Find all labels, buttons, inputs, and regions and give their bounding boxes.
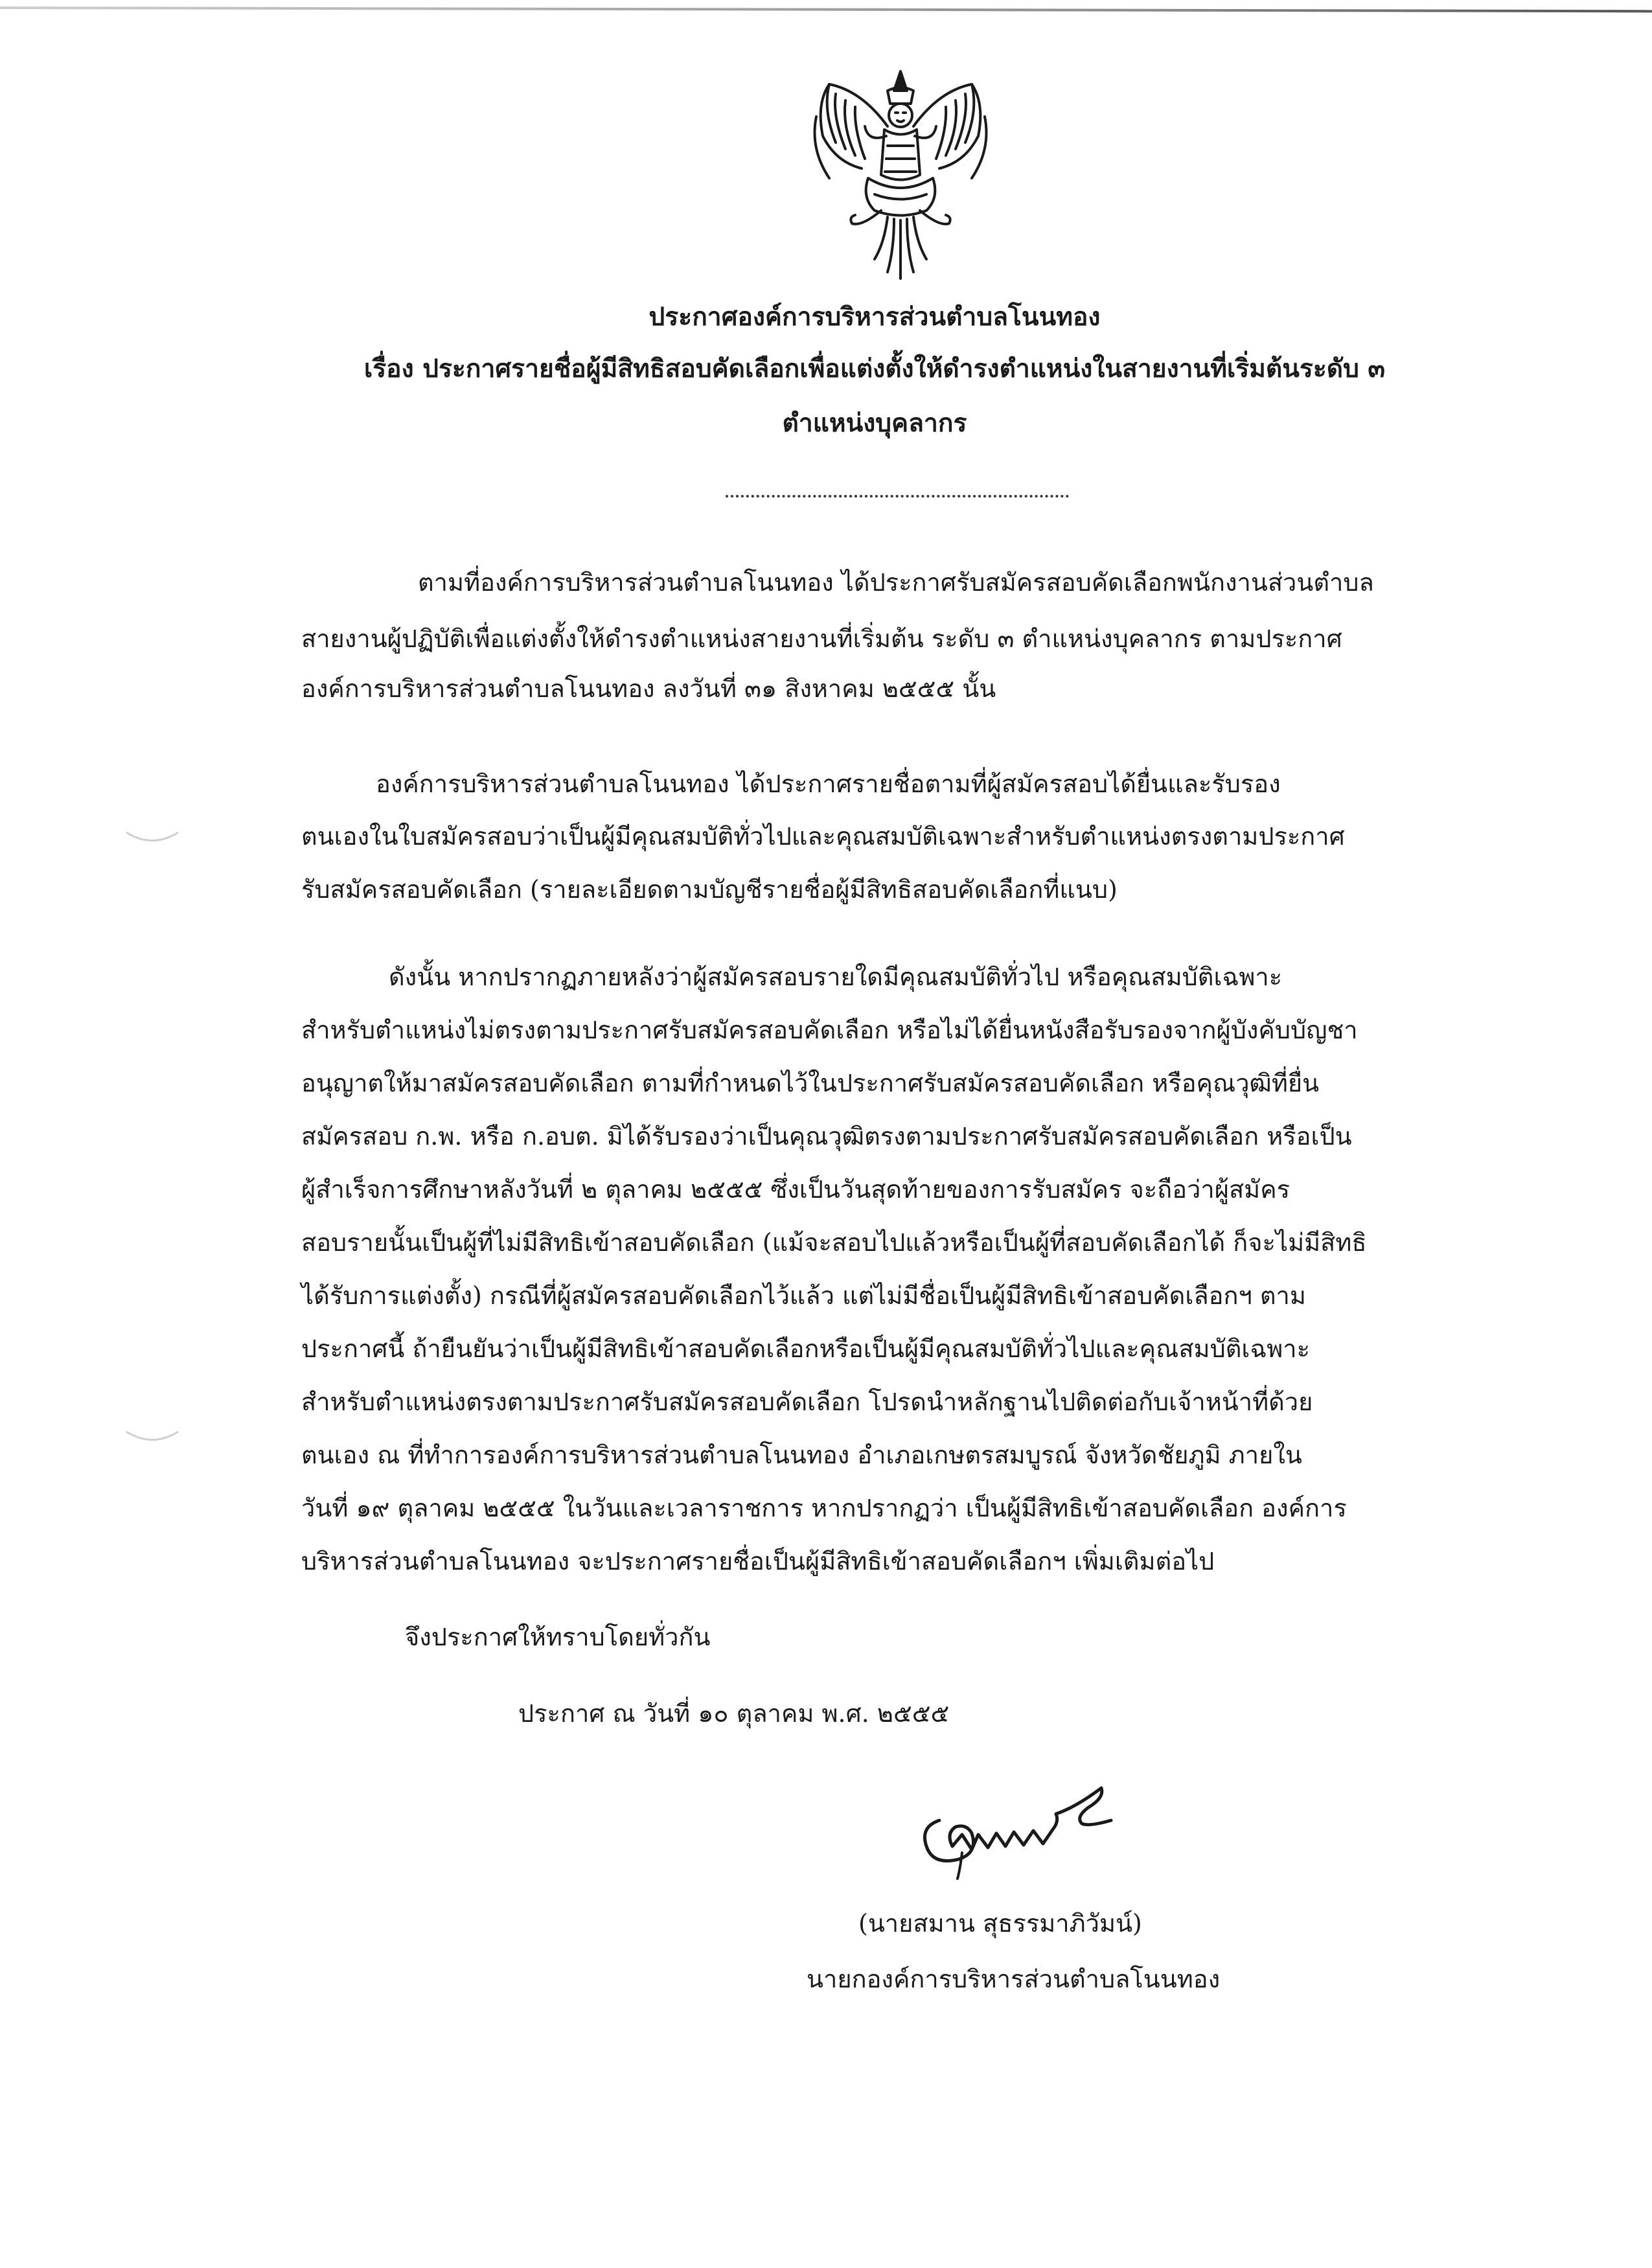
- paragraph-3-line-11: วันที่ ๑๙ ตุลาคม ๒๕๕๕ ในวันและเวลาราชการ หากปรากฏว่า เป็นผู้มีสิทธิเข้าสอบคัดเลือก องค์การ: [301, 1494, 1347, 1522]
- announcement-date: ประกาศ ณ วันที่ ๑๐ ตุลาคม พ.ศ. ๒๕๕๕: [518, 1699, 950, 1728]
- punch-hole-mark: [123, 1425, 181, 1451]
- paragraph-1-line-2: สายงานผู้ปฏิบัติเพื่อแต่งตั้งให้ดำรงตำแหน่งสายงานที่เริ่มต้น ระดับ ๓ ตำแหน่งบุคลากร ตามประกาศ: [301, 624, 1342, 653]
- paragraph-3-line-10: ตนเอง ณ ที่ทำการองค์การบริหารส่วนตำบลโนนทอง อำเภอเกษตรสมบูรณ์ จังหวัดชัยภูมิ ภายใน: [301, 1441, 1302, 1469]
- signer-name: (นายสมาน สุธรรมาภิวัมน์): [858, 1909, 1142, 1938]
- paragraph-3-line-5: ผู้สำเร็จการศึกษาหลังวันที่ ๒ ตุลาคม ๒๕๕๕ ซึ่งเป็นวันสุดท้ายของการรับสมัคร จะถือว่าผู้สมัคร: [301, 1175, 1291, 1204]
- paragraph-1-line-1: ตามที่องค์การบริหารส่วนตำบลโนนทอง ได้ประกาศรับสมัครสอบคัดเลือกพนักงานส่วนตำบล: [418, 568, 1374, 597]
- document-subject-continued: ตำแหน่งบุคลากร: [782, 408, 967, 438]
- document-title: ประกาศองค์การบริหารส่วนตำบลโนนทอง: [648, 302, 1101, 332]
- paragraph-3-line-12: บริหารส่วนตำบลโนนทอง จะประกาศรายชื่อเป็นผู้มีสิทธิเข้าสอบคัดเลือกฯ เพิ่มเติมต่อไป: [301, 1547, 1215, 1575]
- paragraph-3-line-2: สำหรับตำแหน่งไม่ตรงตามประกาศรับสมัครสอบคัดเลือก หรือไม่ได้ยื่นหนังสือรับรองจากผู้บังคับบัญชา: [301, 1016, 1358, 1044]
- garuda-emblem-icon: [790, 65, 1011, 285]
- signer-title: นายกองค์การบริหารส่วนตำบลโนนทอง: [807, 1965, 1221, 1993]
- signature-icon: [881, 1762, 1140, 1885]
- paragraph-3-line-3: อนุญาตให้มาสมัครสอบคัดเลือก ตามที่กำหนดไว้ในประกาศรับสมัครสอบคัดเลือก หรือคุณวุฒิที่ยื่น: [301, 1069, 1320, 1097]
- paragraph-2-line-1: องค์การบริหารส่วนตำบลโนนทอง ได้ประกาศรายชื่อตามที่ผู้สมัครสอบได้ยื่นและรับรอง: [376, 770, 1281, 798]
- paragraph-2-line-3: รับสมัครสอบคัดเลือก (รายละเอียดตามบัญชีรายชื่อผู้มีสิทธิสอบคัดเลือกที่แนบ): [301, 875, 1118, 904]
- punch-hole-mark: [123, 826, 181, 852]
- paragraph-2-line-2: ตนเองในใบสมัครสอบว่าเป็นผู้มีคุณสมบัติทั่วไปและคุณสมบัติเฉพาะสำหรับตำแหน่งตรงตามประกาศ: [301, 822, 1345, 851]
- document-subject: เรื่อง ประกาศรายชื่อผู้มีสิทธิสอบคัดเลือกเพื่อแต่งตั้งให้ดำรงตำแหน่งในสายงานที่เริ่มต้นระดับ ๓: [363, 354, 1386, 384]
- closing-statement: จึงประกาศให้ทราบโดยทั่วกัน: [405, 1623, 711, 1651]
- paragraph-3-line-8: ประกาศนี้ ถ้ายืนยันว่าเป็นผู้มีสิทธิเข้าสอบคัดเลือกหรือเป็นผู้มีคุณสมบัติทั่วไปและคุณสมบัติเฉพาะ: [301, 1334, 1311, 1363]
- paragraph-1-line-3: องค์การบริหารส่วนตำบลโนนทอง ลงวันที่ ๓๑ สิงหาคม ๒๕๕๕ นั้น: [301, 674, 996, 703]
- paragraph-3-line-1: ดังนั้น หากปรากฏภายหลังว่าผู้สมัครสอบรายใดมีคุณสมบัติทั่วไป หรือคุณสมบัติเฉพาะ: [389, 963, 1283, 991]
- paragraph-3-line-4: สมัครสอบ ก.พ. หรือ ก.อบต. มิได้รับรองว่าเป็นคุณวุฒิตรงตามประกาศรับสมัครสอบคัดเลือก หรือเป็น: [301, 1122, 1352, 1151]
- paragraph-3-line-7: ได้รับการแต่งตั้ง) กรณีที่ผู้สมัครสอบคัดเลือกไว้แล้ว แต่ไม่มีชื่อเป็นผู้มีสิทธิเข้าสอบคัดเลือกฯ ตาม: [301, 1281, 1306, 1310]
- paragraph-3-line-6: สอบรายนั้นเป็นผู้ที่ไม่มีสิทธิเข้าสอบคัดเลือก (แม้จะสอบไปแล้วหรือเป็นผู้ที่สอบคัดเลือกได้ ก็จะไม่มีสิทธิ: [301, 1228, 1367, 1257]
- scan-edge: [0, 6, 1652, 12]
- title-separator: [726, 486, 1069, 498]
- paragraph-3-line-9: สำหรับตำแหน่งตรงตามประกาศรับสมัครสอบคัดเลือก โปรดนำหลักฐานไปติดต่อกับเจ้าหน้าที่ด้วย: [301, 1388, 1313, 1416]
